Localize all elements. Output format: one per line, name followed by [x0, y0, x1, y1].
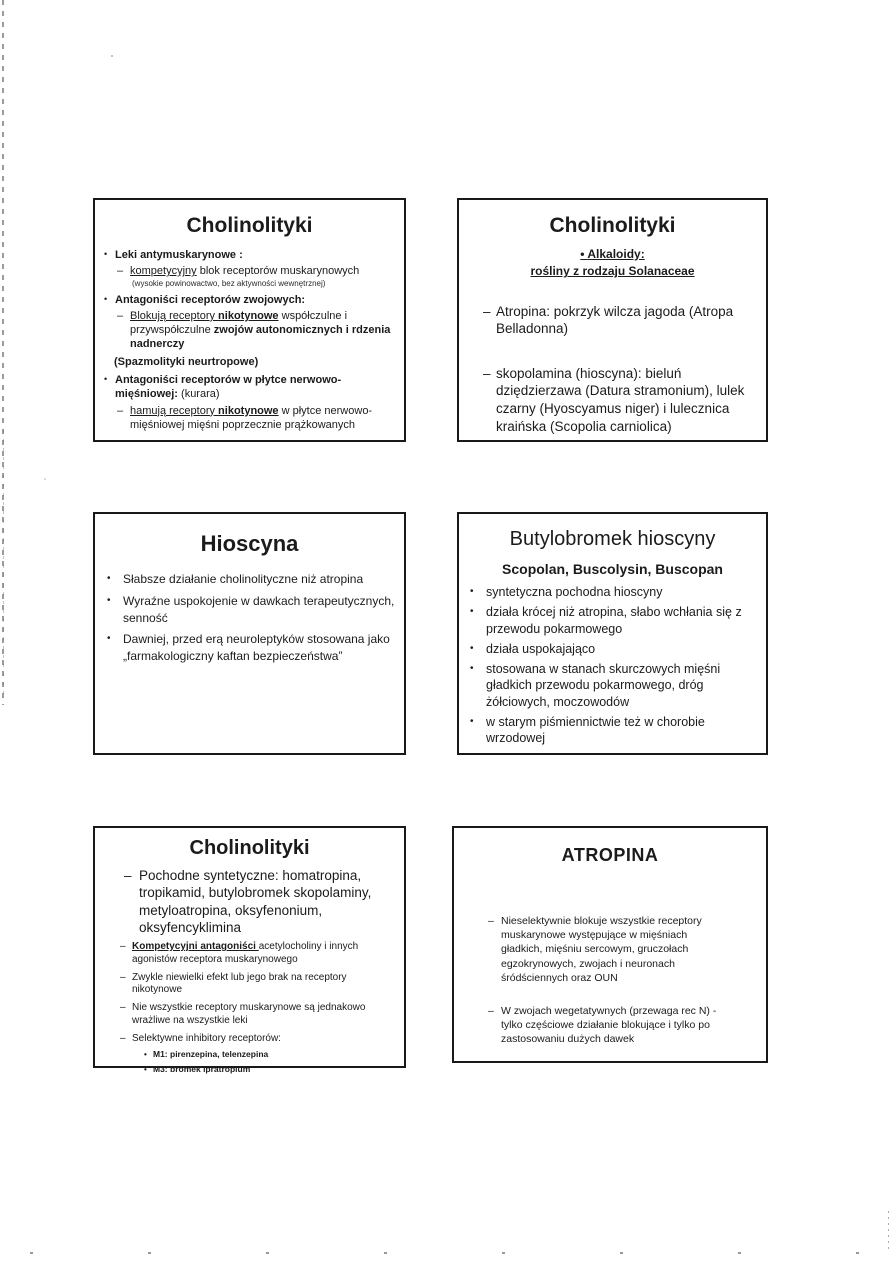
sub-bullet-item	[95, 264, 404, 278]
parenthetical-line: (Spazmolityki neurtropowe)	[114, 355, 259, 368]
heading-text: rośliny z rodzaju Solanaceae	[530, 264, 695, 279]
dash-item: – Nieselektywnie blokuje wszystkie receptory muskarynowe występujące w mięśniach gładkich, mięśniu sercowym, gruczołach egzokrynowych, zwojach i neuronach śródściennych oraz OUN	[488, 914, 720, 985]
slide-title: Cholinolityki	[189, 837, 310, 859]
slide-atropina	[452, 826, 768, 1063]
slide-title: Cholinolityki	[186, 214, 313, 237]
bullet-item: • działa krócej niż atropina, słabo wchłania się z przewodu pokarmowego	[459, 604, 766, 637]
bullet-item	[95, 373, 404, 402]
sub-bullet-item	[95, 309, 404, 352]
slide-cholinolityki-pochodne	[93, 826, 406, 1074]
slide-title: Butylobromek hioscyny	[509, 528, 716, 550]
heading-line	[459, 263, 766, 280]
text-run-bold-underline: nikotynowe	[218, 404, 279, 417]
sub-bullet-item: • M1: pirenzepina, telenzepina	[95, 1049, 404, 1061]
text-run: w płytce nerwowo-mięśniowej mięśni poprzecznie prążkowanych	[130, 404, 373, 431]
dash-item: – Nie wszystkie receptory muskarynowe są jednakowo wrażliwe na wszystkie leki	[95, 1002, 404, 1028]
text-run: acetylocholiny i innych agonistów receptora muskarynowego	[132, 941, 359, 965]
bullet-item: • Wyraźne uspokojenie w dawkach terapeutycznych, senność	[95, 593, 404, 627]
bullet-text: Leki antymuskarynowe :	[115, 249, 243, 261]
bullet-item	[95, 248, 404, 262]
heading-line	[459, 246, 766, 263]
bullet-item: • stosowana w stanach skurczowych mięśni gładkich przewodu pokarmowego, dróg żółciowych, moczowodów	[459, 661, 766, 710]
bullet-item	[95, 293, 404, 307]
binding-edge-artifact	[3, 430, 4, 700]
dash-item	[95, 941, 404, 967]
bullet-item: • działa uspokajająco	[459, 641, 766, 657]
bullet-item: • Dawniej, przed erą neuroleptyków stosowana jako „farmakologiczny kaftan bezpieczeństwa”	[95, 631, 404, 665]
bullet-item: • syntetyczna pochodna hioscyny	[459, 584, 766, 600]
bullet-item: • w starym piśmiennictwie też w chorobie wrzodowej	[459, 714, 766, 747]
scan-noise-dots	[888, 1211, 889, 1249]
slide-title: ATROPINA	[561, 845, 659, 865]
slide-subtitle: Scopolan, Buscolysin, Buscopan	[502, 561, 723, 577]
dash-item: – Atropina: pokrzyk wilcza jagoda (Atropa Belladonna)	[483, 303, 746, 338]
scan-speck	[44, 478, 46, 480]
text-run-bold-underline: Kompetycyjni antagoniści	[132, 941, 259, 953]
dash-item: – skopolamina (hioscyna): bieluń dziędzierzawa (Datura stramonium), lulek czarny (Hyoscyamus niger) i lulecznica kraińska (Scopolia carniolica)	[483, 365, 746, 435]
scan-noise-dots	[30, 1252, 862, 1254]
slide-cholinolityki-receptory	[93, 198, 406, 442]
text-run-underline: Blokują receptory	[130, 309, 219, 322]
dash-item: – Zwykle niewielki efekt lub jego brak na receptory nikotynowe	[95, 972, 404, 998]
dash-item: – Pochodne syntetyczne: homatropina, tropikamid, butylobromek skopolaminy, metyloatropina, oksyfenonium, oksyfencyklimina	[95, 867, 404, 936]
slide-cholinolityki-alkaloidy	[457, 198, 768, 442]
bullet-item: • Słabsze działanie cholinolityczne niż atropina	[95, 571, 404, 588]
slide-title: Cholinolityki	[549, 214, 676, 237]
sub-bullet-item: • M3: bromek ipratropium	[95, 1064, 404, 1076]
slide-butylobromek-hioscyny	[457, 512, 768, 755]
dash-item: – Selektywne inhibitory receptorów:	[95, 1033, 404, 1046]
sub-bullet-item	[95, 404, 404, 433]
heading-text: • Alkaloidy:	[580, 247, 644, 261]
text-run-underline: kompetycyjny	[130, 265, 197, 278]
text-run-bold: zwojów autonomicznych i rdzenia nadnerczy	[130, 324, 391, 351]
text-run: (kurara)	[177, 388, 220, 401]
text-run-bold-underline: nikotynowe	[218, 309, 279, 322]
fine-print: (wysokie powinowactwo, bez aktywności wewnętrznej)	[132, 278, 326, 288]
text-run: blok receptorów muskarynowych	[196, 265, 360, 278]
bullet-text: Antagoniści receptorów zwojowych:	[115, 293, 306, 306]
text-run: współczulne i przywspółczulne	[130, 309, 348, 337]
scan-speck	[111, 55, 113, 57]
slide-title: Hioscyna	[200, 531, 299, 556]
bullet-text: Antagoniści receptorów w płytce nerwowo-mięśniowej:	[115, 374, 342, 401]
text-run-underline: hamują receptory	[130, 404, 219, 417]
dash-item: – W zwojach wegetatywnych (przewaga rec N) - tylko częściowe działanie blokujące i tylko po zastosowaniu dużych dawek	[488, 1004, 720, 1047]
slide-hioscyna	[93, 512, 406, 755]
